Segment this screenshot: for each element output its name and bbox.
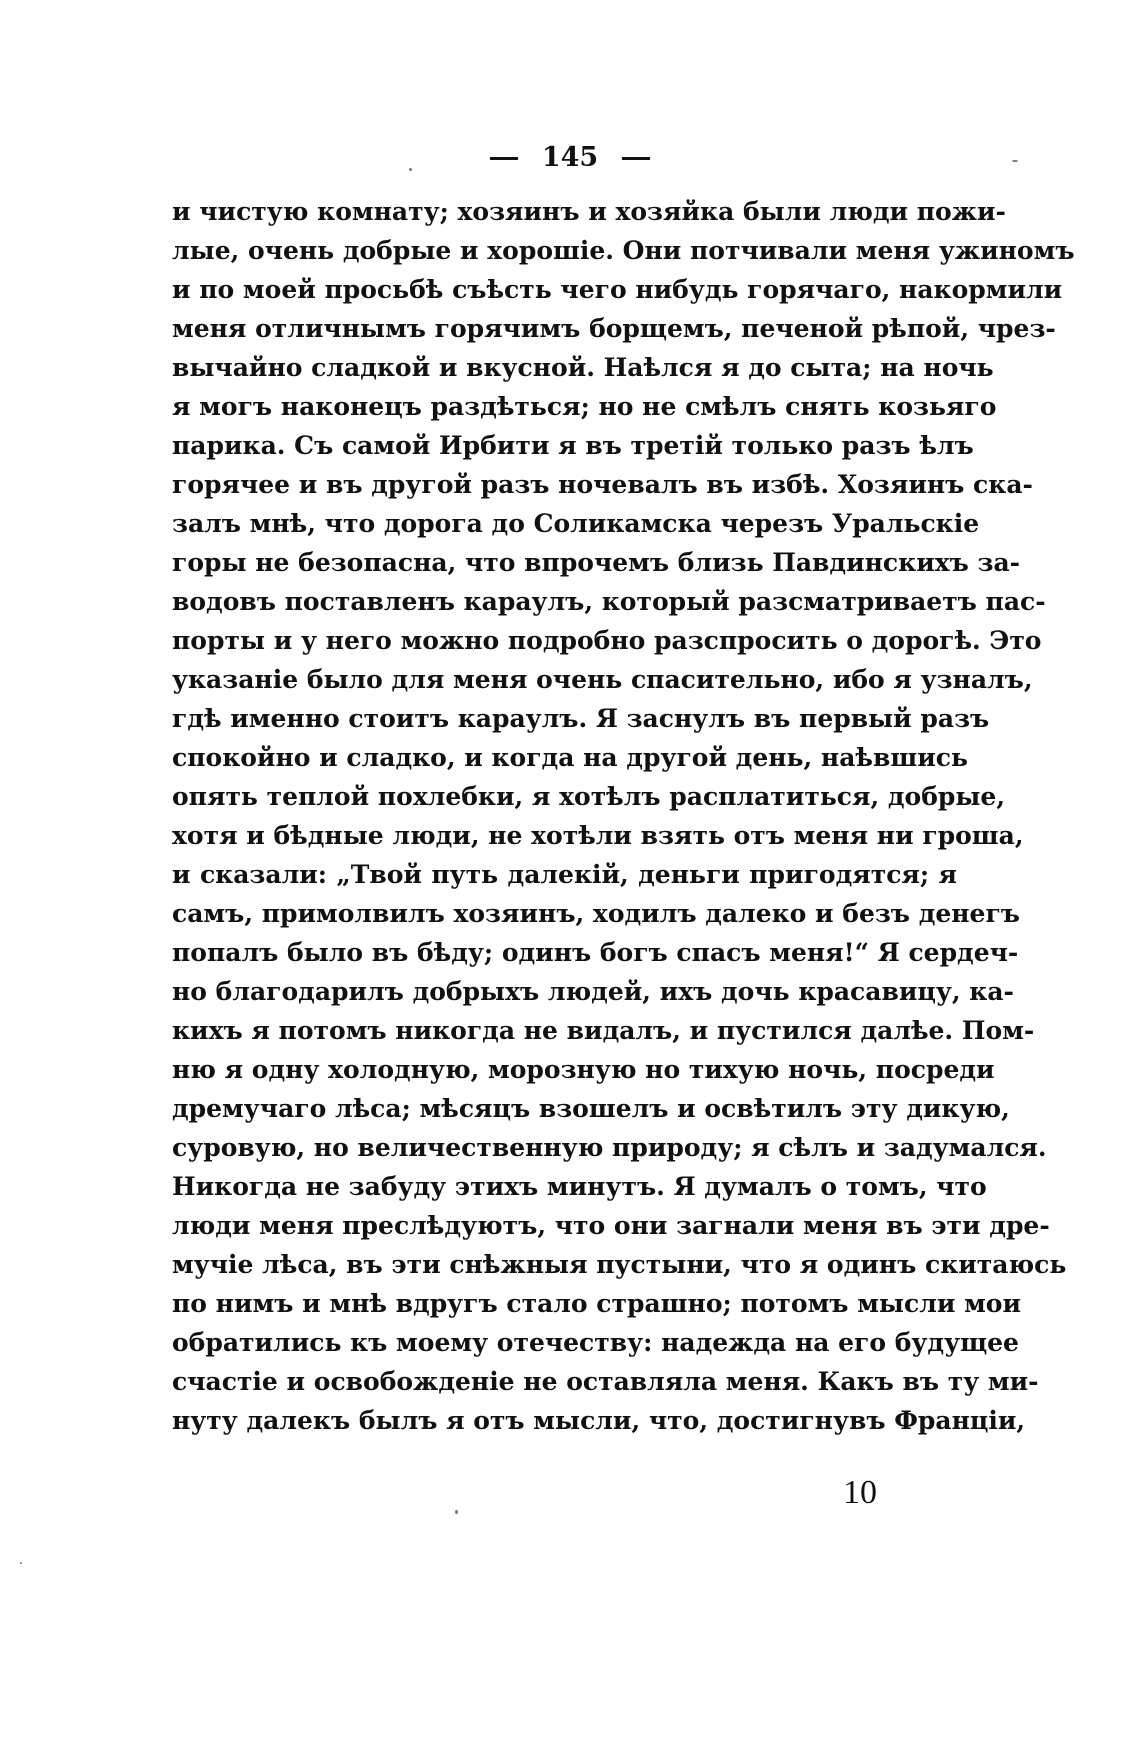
text-line: попалъ было въ бѣду; одинъ богъ спасъ меня!“ Я сердеч- bbox=[172, 938, 1019, 967]
text-line: горы не безопасна, что впрочемъ близь Павдинскихъ за- bbox=[172, 548, 1021, 577]
text-line: мучіе лѣса, въ эти снѣжныя пустыни, что я одинъ скитаюсь bbox=[172, 1250, 1067, 1279]
text-line: парика. Съ самой Ирбити я въ третій только разъ ѣлъ bbox=[172, 431, 974, 460]
page-number: 145 bbox=[541, 142, 599, 173]
print-speck bbox=[20, 1562, 22, 1564]
text-line: вычайно сладкой и вкусной. Наѣлся я до сыта; на ночь bbox=[172, 353, 994, 382]
right-dash bbox=[622, 157, 650, 160]
text-line: я могъ наконецъ раздѣться; но не смѣлъ снять козьяго bbox=[172, 392, 997, 421]
text-line: гдѣ именно стоитъ караулъ. Я заснулъ въ первый разъ bbox=[172, 704, 990, 733]
text-line: самъ, примолвилъ хозяинъ, ходилъ далеко и безъ денегъ bbox=[172, 899, 1020, 928]
text-line: Никогда не забуду этихъ минутъ. Я думалъ о томъ, что bbox=[172, 1172, 987, 1201]
text-line: суровую, но величественную природу; я сѣлъ и задумался. bbox=[172, 1133, 1047, 1162]
text-line: спокойно и сладко, и когда на другой день, наѣвшись bbox=[172, 743, 968, 772]
text-line: и сказали: „Твой путь далекій, деньги пригодятся; я bbox=[172, 860, 957, 889]
text-line: нуту далекъ былъ я отъ мысли, что, достигнувъ Франціи, bbox=[172, 1406, 1026, 1435]
text-line: по нимъ и мнѣ вдругъ стало страшно; потомъ мысли мои bbox=[172, 1289, 1021, 1318]
text-line: горячее и въ другой разъ ночевалъ въ избѣ. Хозяинъ ска- bbox=[172, 470, 1033, 499]
text-line: хотя и бѣдные люди, не хотѣли взять отъ меня ни гроша, bbox=[172, 821, 1024, 850]
text-line: ню я одну холодную, морозную но тихую ночь, посреди bbox=[172, 1055, 995, 1084]
print-speck bbox=[1012, 160, 1018, 162]
text-line: кихъ я потомъ никогда не видалъ, и пустился далѣе. Пом- bbox=[172, 1016, 1035, 1045]
text-line: меня отличнымъ горячимъ борщемъ, печеной рѣпой, чрез- bbox=[172, 314, 1056, 343]
text-line: люди меня преслѣдуютъ, что они загнали меня въ эти дре- bbox=[172, 1211, 1050, 1240]
text-line: обратились къ моему отечеству: надежда на его будущее bbox=[172, 1328, 1019, 1357]
text-line: указаніе было для меня очень спасительно, ибо я узналъ, bbox=[172, 665, 1033, 694]
print-speck bbox=[455, 1510, 458, 1514]
text-line: водовъ поставленъ караулъ, который разсматриваетъ пас- bbox=[172, 587, 1046, 616]
left-dash bbox=[490, 157, 518, 160]
text-line: опять теплой похлебки, я хотѣлъ расплатиться, добрые, bbox=[172, 782, 1006, 811]
text-line: счастіе и освобожденіе не оставляла меня. Какъ въ ту ми- bbox=[172, 1367, 1039, 1396]
signature-mark: 10 bbox=[843, 1474, 877, 1511]
print-speck bbox=[409, 168, 412, 171]
text-line: залъ мнѣ, что дорога до Соликамска черезъ Уральскіе bbox=[172, 509, 980, 538]
body-text bbox=[172, 192, 1075, 1440]
text-line: порты и у него можно подробно разспросить о дорогѣ. Это bbox=[172, 626, 1042, 655]
text-line: лые, очень добрые и хорошіе. Они потчивали меня ужиномъ bbox=[172, 236, 1075, 265]
text-line: дремучаго лѣса; мѣсяцъ взошелъ и освѣтилъ эту дикую, bbox=[172, 1094, 1010, 1123]
text-line: и по моей просьбѣ съѣсть чего нибудь горячаго, накормили bbox=[172, 275, 1063, 304]
text-line: и чистую комнату; хозяинъ и хозяйка были люди пожи- bbox=[172, 197, 1006, 226]
page-header bbox=[0, 138, 1140, 178]
text-line: но благодарилъ добрыхъ людей, ихъ дочь красавицу, ка- bbox=[172, 977, 1014, 1006]
